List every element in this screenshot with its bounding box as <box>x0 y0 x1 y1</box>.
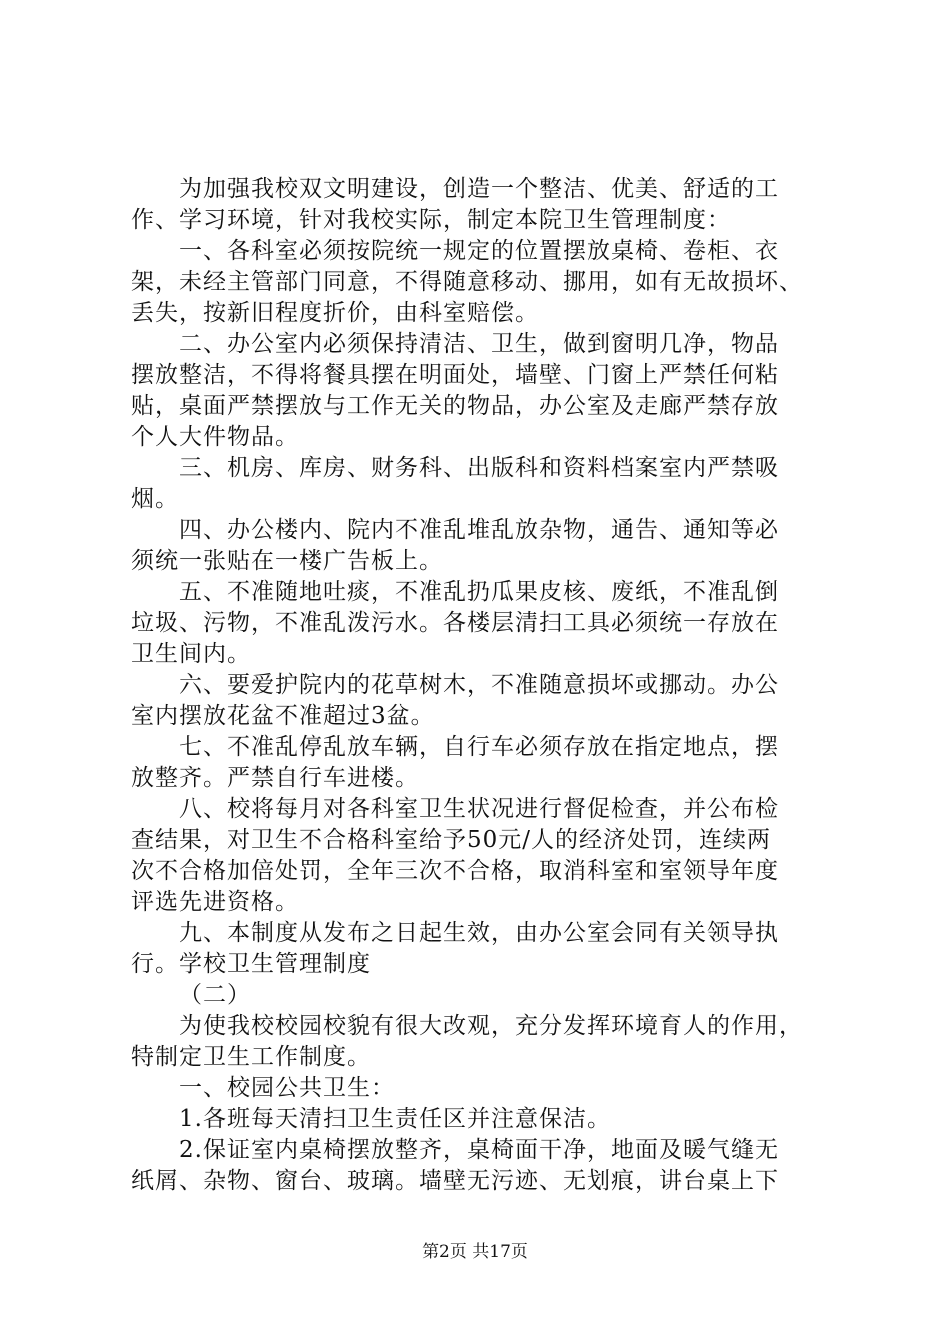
paragraph-line: 丢失，按新旧程度折价，由科室赔偿。 <box>131 300 539 326</box>
paragraph-line: 一、校园公共卫生： <box>179 1075 395 1101</box>
paragraph-line: 四、办公楼内、院内不准乱堆乱放杂物，通告、通知等必 <box>179 517 779 543</box>
paragraph-line: 九、本制度从发布之日起生效，由办公室会同有关领导执 <box>179 920 779 946</box>
paragraph-line: 须统一张贴在一楼广告板上。 <box>131 548 443 574</box>
paragraph-line: 架，未经主管部门同意，不得随意移动、挪用，如有无故损坏、 <box>131 269 803 295</box>
paragraph-line: 三、机房、库房、财务科、出版科和资料档案室内严禁吸 <box>179 455 779 481</box>
section-subtitle: （二） <box>179 982 251 1008</box>
paragraph-line: 五、不准随地吐痰，不准乱扔瓜果皮核、废纸，不准乱倒 <box>179 579 779 605</box>
paragraph-line: 一、各科室必须按院统一规定的位置摆放桌椅、卷柜、衣 <box>179 238 779 264</box>
paragraph-line: 为加强我校双文明建设，创造一个整洁、优美、舒适的工 <box>179 176 779 202</box>
paragraph-line: 作、学习环境，针对我校实际，制定本院卫生管理制度： <box>131 207 731 233</box>
paragraph-line: 垃圾、污物，不准乱泼污水。各楼层清扫工具必须统一存放在 <box>131 610 779 636</box>
paragraph-line: 查结果，对卫生不合格科室给予50元/人的经济处罚，连续两 <box>131 827 772 853</box>
paragraph-line: 烟。 <box>131 486 179 512</box>
paragraph-line: 特制定卫生工作制度。 <box>131 1044 371 1070</box>
paragraph-line: 六、要爱护院内的花草树木，不准随意损坏或挪动。办公 <box>179 672 779 698</box>
paragraph-line: 评选先进资格。 <box>131 889 299 915</box>
paragraph-line: 个人大件物品。 <box>131 424 299 450</box>
paragraph-line: 贴，桌面严禁摆放与工作无关的物品，办公室及走廊严禁存放 <box>131 393 779 419</box>
paragraph-line: 摆放整洁，不得将餐具摆在明面处，墙壁、门窗上严禁任何粘 <box>131 362 779 388</box>
paragraph-line: 卫生间内。 <box>131 641 251 667</box>
paragraph-line: 二、办公室内必须保持清洁、卫生，做到窗明几净，物品 <box>179 331 779 357</box>
paragraph-line: 七、不准乱停乱放车辆，自行车必须存放在指定地点，摆 <box>179 734 779 760</box>
paragraph-line: 八、校将每月对各科室卫生状况进行督促检查，并公布检 <box>179 796 779 822</box>
paragraph-line: 次不合格加倍处罚，全年三次不合格，取消科室和室领导年度 <box>131 858 779 884</box>
paragraph-line: 为使我校校园校貌有很大改观，充分发挥环境育人的作用， <box>179 1013 803 1039</box>
paragraph-line: 室内摆放花盆不准超过3盆。 <box>131 703 435 729</box>
page-number-footer: 第2页 共17页 <box>422 1242 528 1262</box>
paragraph-line: 放整齐。严禁自行车进楼。 <box>131 765 419 791</box>
paragraph-line: 行。学校卫生管理制度 <box>131 951 371 977</box>
paragraph-line: 纸屑、杂物、窗台、玻璃。墙壁无污迹、无划痕，讲台桌上下 <box>131 1168 779 1194</box>
document-body <box>131 174 831 1197</box>
paragraph-line: 1.各班每天清扫卫生责任区并注意保洁。 <box>179 1106 611 1132</box>
paragraph-line: 2.保证室内桌椅摆放整齐，桌椅面干净，地面及暖气缝无 <box>179 1137 779 1163</box>
